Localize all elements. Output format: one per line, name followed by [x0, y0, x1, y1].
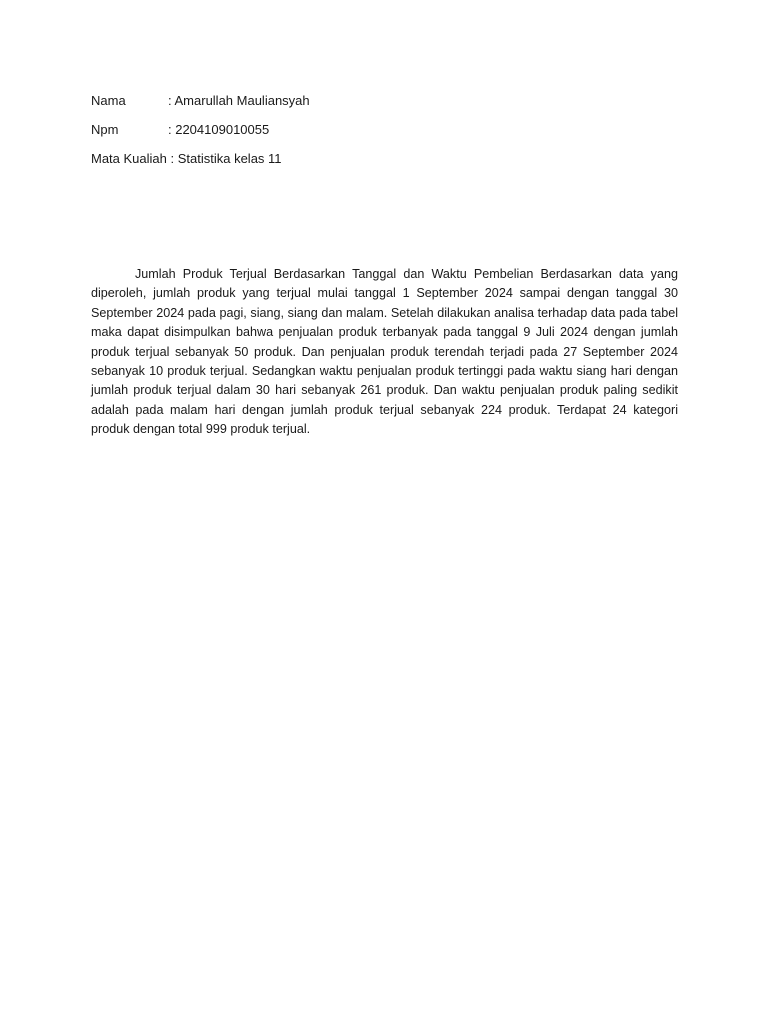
info-label-npm: Npm — [91, 122, 119, 137]
body-paragraph: Jumlah Produk Terjual Berdasarkan Tanggal dan Waktu Pembelian Berdasarkan data yang diperoleh, jumlah produk yang terjual mulai tanggal 1 September 2024 sampai dengan tanggal 30 September 2024 pada pagi, siang, siang dan malam. Setelah dilakukan analisa terhadap data pada tabel maka dapat disimpulkan bahwa penjualan produk terbanyak pada tanggal 9 Juli 2024 dengan jumlah produk terjual sebanyak 50 produk. Dan penjualan produk terendah terjadi pada 27 September 2024 sebanyak 10 produk terjual. Sedangkan waktu penjualan produk tertinggi pada waktu siang hari dengan jumlah produk terjual dalam 30 hari sebanyak 261 produk. Dan waktu penjualan produk paling sedikit adalah pada malam hari dengan jumlah produk terjual sebanyak 224 produk. Terdapat 24 kategori produk dengan total 999 produk terjual. — [91, 267, 678, 437]
info-value-mata-kuliah: : Statistika kelas 11 — [166, 151, 282, 166]
info-row-npm — [91, 121, 681, 139]
identity-header — [91, 92, 681, 179]
info-row-nama — [91, 92, 681, 110]
info-value-npm: : 2204109010055 — [168, 122, 270, 137]
info-label-nama: Nama — [91, 93, 126, 108]
info-label-mata-kuliah: Mata Kualiah — [91, 151, 167, 166]
body-section — [91, 265, 678, 440]
info-value-nama: : Amarullah Mauliansyah — [168, 93, 310, 108]
info-row-mata-kuliah — [91, 150, 681, 168]
